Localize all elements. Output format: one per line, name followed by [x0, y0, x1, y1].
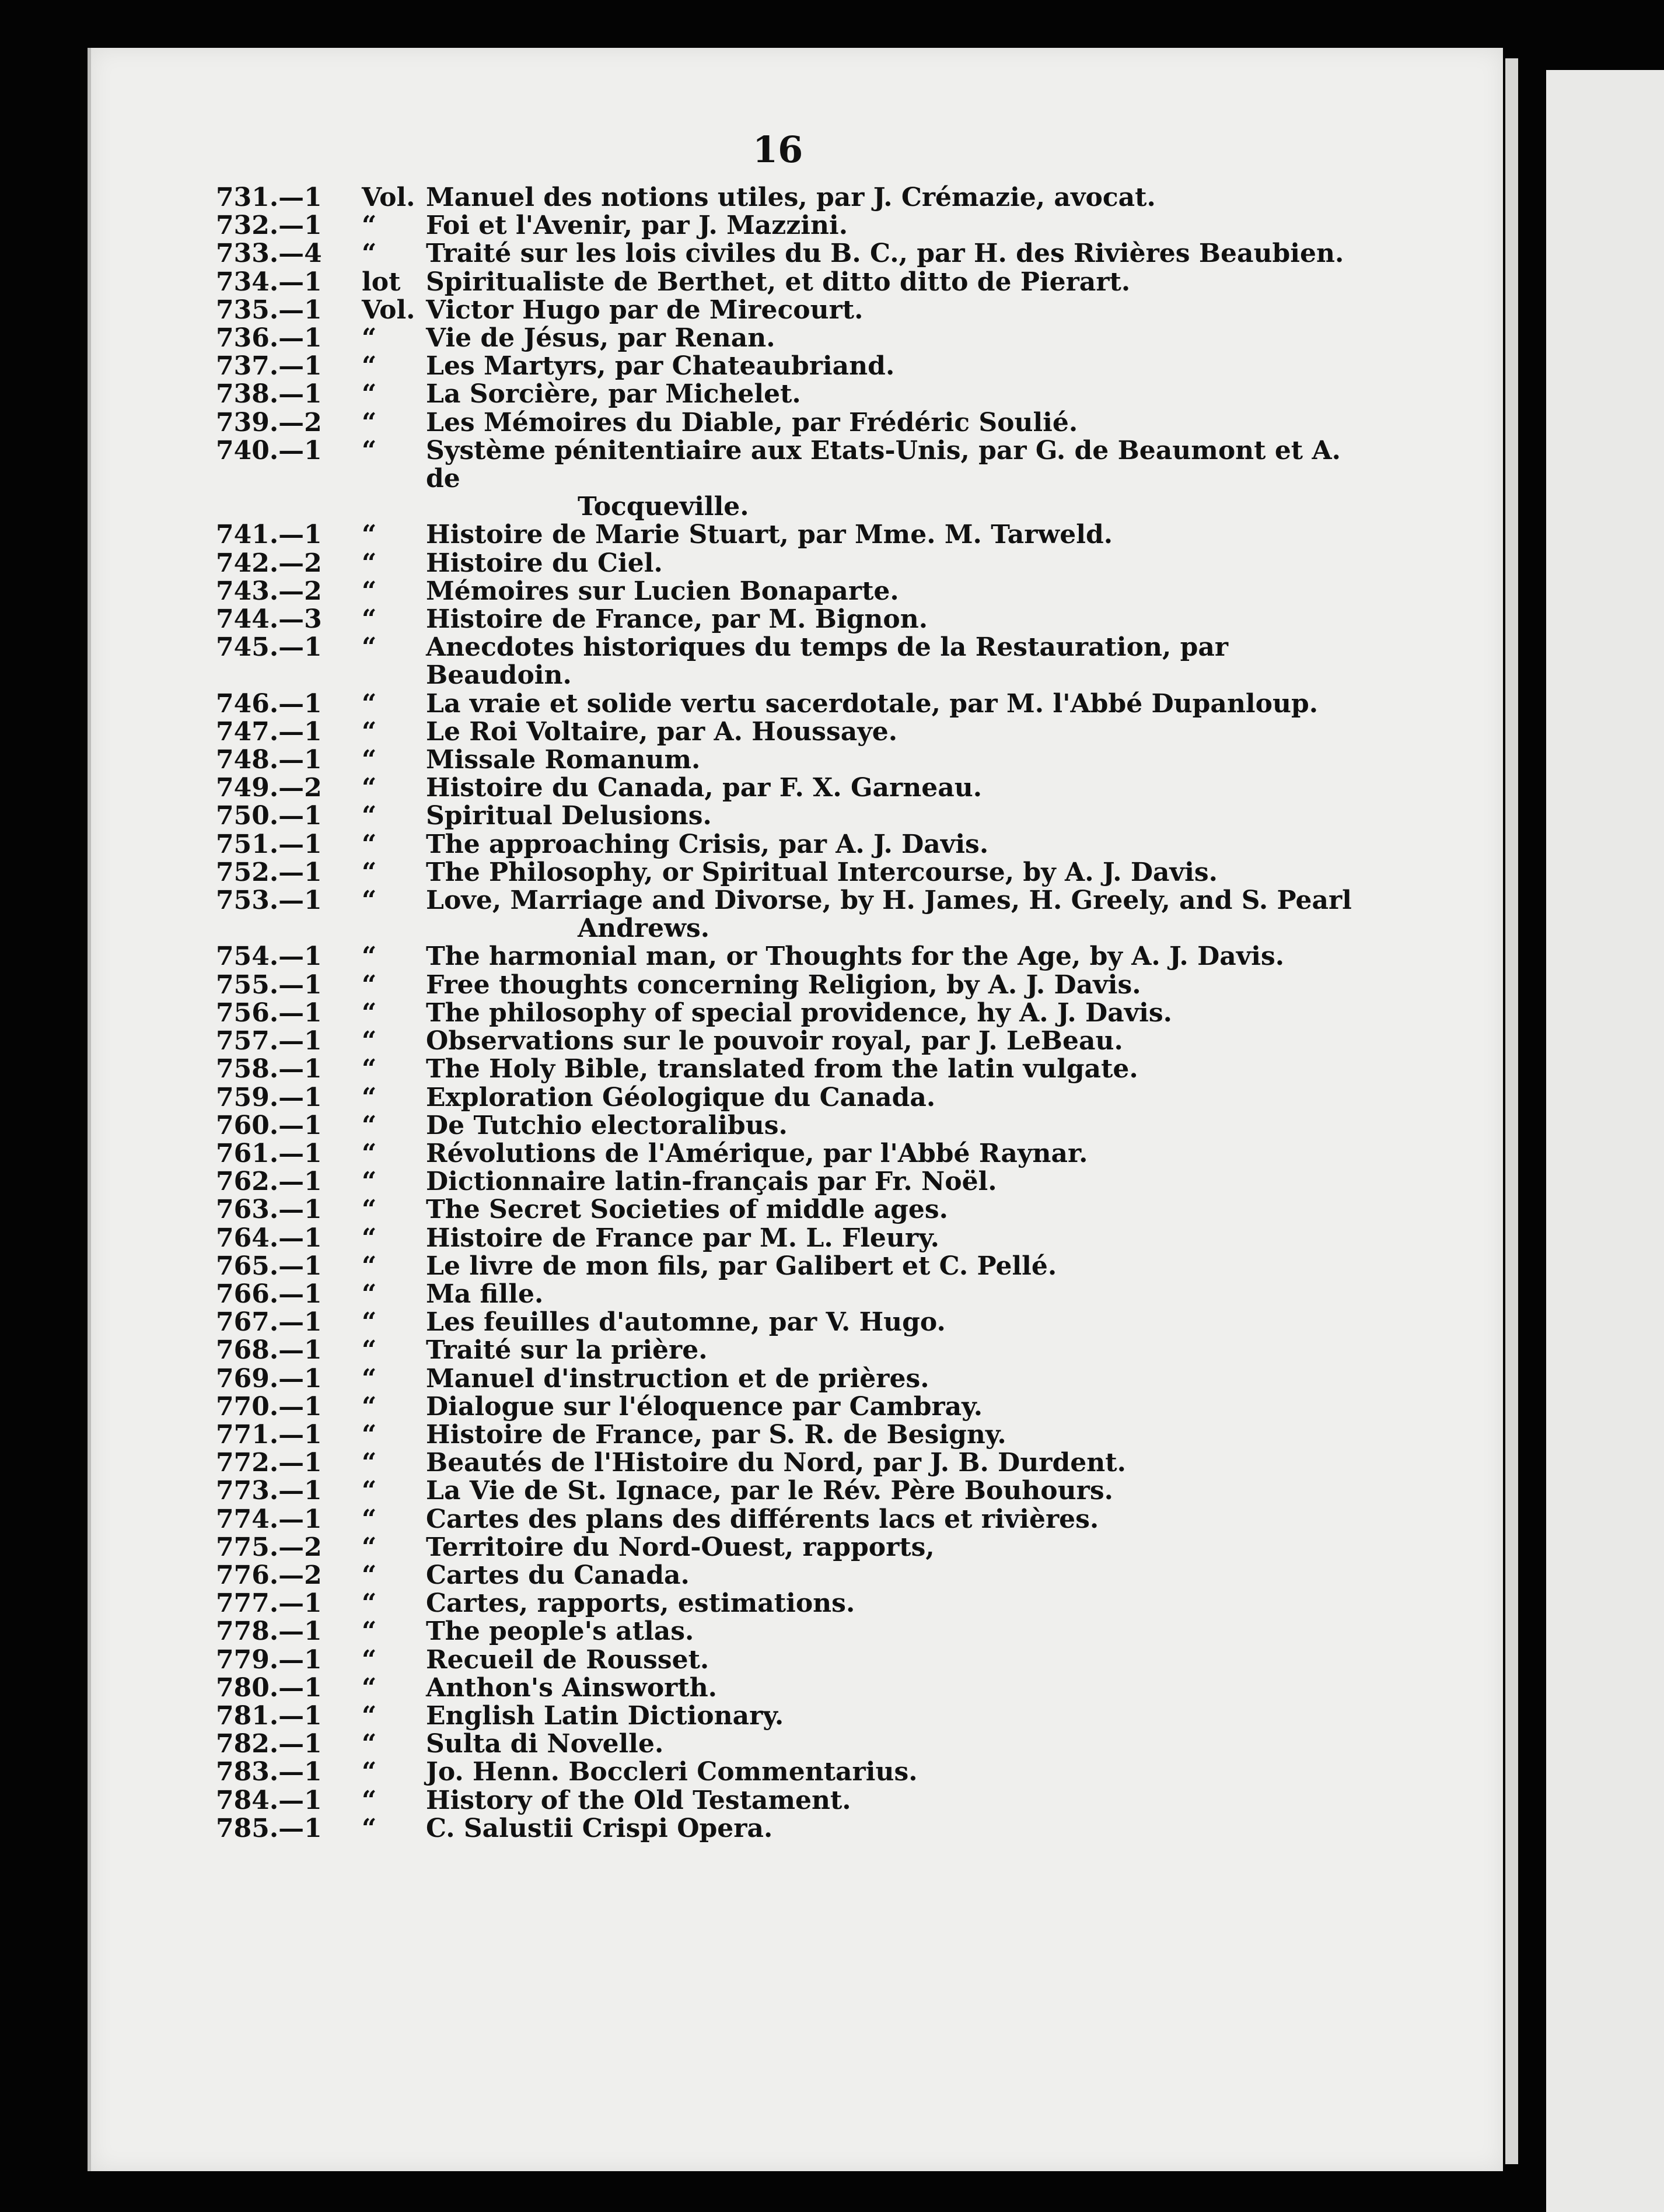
- entry-unit: Vol.: [362, 295, 415, 325]
- catalog-entry: [216, 999, 1383, 1027]
- entry-number: 747.—1: [216, 716, 322, 747]
- entry-number: 741.—1: [216, 520, 322, 550]
- entry-number: 782.—1: [216, 1729, 322, 1759]
- entry-unit: “: [362, 548, 377, 578]
- entry-number: 783.—1: [216, 1757, 322, 1787]
- entry-title: Histoire du Canada, par F. X. Garneau.: [426, 773, 983, 803]
- entry-title: Exploration Géologique du Canada.: [426, 1082, 936, 1112]
- entry-unit: “: [362, 1223, 377, 1253]
- catalog-entry: [216, 212, 1383, 240]
- entry-unit: “: [362, 379, 377, 410]
- catalog-entry: [216, 1618, 1383, 1646]
- entry-unit: “: [362, 1757, 377, 1787]
- entry-unit: “: [362, 1307, 377, 1338]
- entry-title: Les feuilles d'automne, par V. Hugo.: [426, 1307, 946, 1338]
- entry-title: Dictionnaire latin-français par Fr. Noël.: [426, 1167, 997, 1197]
- entry-number: 756.—1: [216, 998, 322, 1028]
- catalog-entry: [216, 1730, 1383, 1758]
- entry-unit: “: [362, 1560, 377, 1590]
- catalog-entry: [216, 1702, 1383, 1730]
- facing-page-edge: [1546, 70, 1664, 2212]
- page-number: 16: [753, 128, 803, 171]
- entry-number: 752.—1: [216, 857, 322, 887]
- catalog-entry: [216, 184, 1383, 212]
- entry-title: Système pénitentiaire aux Etats-Unis, par G. de Beaumont et A. de: [426, 435, 1341, 494]
- catalog-entry: [216, 802, 1383, 830]
- entry-number: 735.—1: [216, 295, 322, 325]
- catalog-entry: [216, 943, 1383, 971]
- catalog-entry: [216, 718, 1383, 746]
- entry-title: The Philosophy, or Spiritual Intercourse, by A. J. Davis.: [426, 857, 1218, 887]
- catalog-entry: [216, 1562, 1383, 1590]
- entry-unit: “: [362, 604, 377, 635]
- catalog-entry: [216, 1280, 1383, 1308]
- entry-number: 750.—1: [216, 801, 322, 831]
- entry-unit: “: [362, 1054, 377, 1084]
- catalog-entry: [216, 1815, 1383, 1843]
- entry-title: Histoire de France, par S. R. de Besigny.: [426, 1419, 1006, 1450]
- entry-title: History of the Old Testament.: [426, 1785, 851, 1815]
- catalog-entry: [216, 409, 1383, 437]
- entry-number: 774.—1: [216, 1504, 322, 1534]
- catalog-list: [216, 184, 1383, 1843]
- entry-unit: “: [362, 576, 377, 606]
- entry-unit: “: [362, 1785, 377, 1815]
- catalog-entry: [216, 1084, 1383, 1112]
- entry-number: 737.—1: [216, 351, 322, 382]
- entry-title: The approaching Crisis, par A. J. Davis.: [426, 829, 989, 859]
- entry-title: English Latin Dictionary.: [426, 1700, 784, 1731]
- entry-unit: “: [362, 998, 377, 1028]
- entry-number: 732.—1: [216, 211, 322, 241]
- catalog-entry: [216, 1646, 1383, 1674]
- entry-number: 766.—1: [216, 1279, 322, 1309]
- catalog-entry: [216, 1787, 1383, 1815]
- catalog-entry: [216, 1224, 1383, 1252]
- entry-unit: “: [362, 716, 377, 747]
- entry-number: 742.—2: [216, 548, 322, 578]
- catalog-entry: [216, 1112, 1383, 1140]
- entry-unit: “: [362, 435, 377, 466]
- entry-unit: “: [362, 632, 377, 663]
- entry-number: 748.—1: [216, 745, 322, 775]
- entry-number: 780.—1: [216, 1672, 322, 1703]
- entry-title: Beautés de l'Histoire du Nord, par J. B. Durdent.: [426, 1448, 1126, 1478]
- catalog-entry: [216, 268, 1383, 296]
- entry-title: Vie de Jésus, par Renan.: [426, 323, 775, 354]
- entry-number: 731.—1: [216, 183, 322, 212]
- entry-number: 777.—1: [216, 1588, 322, 1619]
- entry-title: Révolutions de l'Amérique, par l'Abbé Raynar.: [426, 1138, 1088, 1168]
- entry-unit: “: [362, 1504, 377, 1534]
- entry-title: The philosophy of special providence, hy A. J. Davis.: [426, 998, 1172, 1028]
- entry-title-continuation: Tocqueville.: [578, 492, 749, 522]
- entry-title: La Sorcière, par Michelet.: [426, 379, 801, 410]
- catalog-entry: [216, 1534, 1383, 1562]
- catalog-entry: [216, 550, 1383, 578]
- catalog-entry: [216, 437, 1383, 493]
- entry-number: 739.—2: [216, 407, 322, 438]
- catalog-entry: [216, 1758, 1383, 1786]
- catalog-entry: [216, 1336, 1383, 1364]
- entry-number: 784.—1: [216, 1785, 322, 1815]
- catalog-entry: [216, 578, 1383, 606]
- entry-title: Observations sur le pouvoir royal, par J. LeBeau.: [426, 1026, 1123, 1056]
- entry-unit: “: [362, 1138, 377, 1168]
- entry-number: 755.—1: [216, 970, 322, 1000]
- catalog-entry: [216, 1477, 1383, 1505]
- entry-number: 785.—1: [216, 1813, 322, 1843]
- entry-number: 768.—1: [216, 1335, 322, 1366]
- entry-number: 758.—1: [216, 1054, 322, 1084]
- entry-number: 746.—1: [216, 688, 322, 719]
- catalog-entry: [216, 296, 1383, 324]
- entry-title: Manuel des notions utiles, par J. Crémazie, avocat.: [426, 183, 1156, 212]
- entry-unit: “: [362, 688, 377, 719]
- entry-unit: “: [362, 1419, 377, 1450]
- entry-title: La vraie et solide vertu sacerdotale, par M. l'Abbé Dupanloup.: [426, 688, 1319, 719]
- entry-number: 764.—1: [216, 1223, 322, 1253]
- entry-unit: “: [362, 1110, 377, 1140]
- entry-number: 769.—1: [216, 1363, 322, 1394]
- catalog-entry: [216, 324, 1383, 352]
- entry-number: 759.—1: [216, 1082, 322, 1112]
- catalog-entry: [216, 521, 1383, 549]
- entry-number: 761.—1: [216, 1138, 322, 1168]
- catalog-entry: [216, 1140, 1383, 1168]
- entry-number: 765.—1: [216, 1251, 322, 1281]
- entry-unit: “: [362, 1588, 377, 1619]
- entry-unit: “: [362, 1448, 377, 1478]
- entry-title: Missale Romanum.: [426, 745, 701, 775]
- entry-number: 776.—2: [216, 1560, 322, 1590]
- entry-unit: “: [362, 886, 377, 916]
- entry-title: Traité sur la prière.: [426, 1335, 708, 1366]
- entry-title: Le Roi Voltaire, par A. Houssaye.: [426, 716, 898, 747]
- catalog-entry: [216, 1674, 1383, 1702]
- entry-number: 754.—1: [216, 942, 322, 972]
- entry-unit: “: [362, 829, 377, 859]
- entry-title: Free thoughts concerning Religion, by A. J. Davis.: [426, 970, 1141, 1000]
- catalog-entry: [216, 887, 1383, 915]
- catalog-entry: [216, 1196, 1383, 1224]
- catalog-entry: [216, 1308, 1383, 1336]
- entry-title: La Vie de St. Ignace, par le Rév. Père Bouhours.: [426, 1476, 1113, 1506]
- catalog-entry: [216, 240, 1383, 268]
- entry-title: The Secret Societies of middle ages.: [426, 1195, 948, 1225]
- entry-title: Histoire de France par M. L. Fleury.: [426, 1223, 939, 1253]
- entry-title: Spiritual Delusions.: [426, 801, 712, 831]
- entry-number: 736.—1: [216, 323, 322, 354]
- entry-title: Mémoires sur Lucien Bonaparte.: [426, 576, 899, 606]
- entry-unit: “: [362, 1167, 377, 1197]
- entry-number: 740.—1: [216, 435, 322, 466]
- entry-unit: “: [362, 407, 377, 438]
- catalog-entry: [216, 1055, 1383, 1083]
- catalog-entry: [216, 831, 1383, 859]
- entry-unit: “: [362, 1532, 377, 1562]
- entry-number: 762.—1: [216, 1167, 322, 1197]
- catalog-entry: [216, 1506, 1383, 1534]
- entry-unit: “: [362, 773, 377, 803]
- entry-unit: “: [362, 1335, 377, 1366]
- entry-unit: lot: [362, 267, 401, 297]
- entry-unit: “: [362, 1476, 377, 1506]
- entry-title: De Tutchio electoralibus.: [426, 1110, 788, 1140]
- entry-number: 749.—2: [216, 773, 322, 803]
- entry-unit: “: [362, 1363, 377, 1394]
- entry-number: 751.—1: [216, 829, 322, 859]
- entry-unit: “: [362, 1279, 377, 1309]
- catalog-entry: [216, 1168, 1383, 1196]
- entry-unit: “: [362, 520, 377, 550]
- catalog-entry: [216, 1393, 1383, 1421]
- entry-title: Histoire de Marie Stuart, par Mme. M. Tarweld.: [426, 520, 1113, 550]
- page-edge: [1505, 58, 1518, 2164]
- entry-number: 753.—1: [216, 886, 322, 916]
- entry-unit: “: [362, 1813, 377, 1843]
- entry-title: Traité sur les lois civiles du B. C., par H. des Rivières Beaubien.: [426, 239, 1344, 269]
- entry-number: 771.—1: [216, 1419, 322, 1450]
- entry-title: Territoire du Nord-Ouest, rapports,: [426, 1532, 935, 1562]
- entry-number: 772.—1: [216, 1448, 322, 1478]
- entry-title: Cartes du Canada.: [426, 1560, 690, 1590]
- entry-number: 757.—1: [216, 1026, 322, 1056]
- entry-title: Le livre de mon fils, par Galibert et C. Pellé.: [426, 1251, 1057, 1281]
- catalog-entry: [216, 352, 1383, 380]
- entry-title: Victor Hugo par de Mirecourt.: [426, 295, 864, 325]
- entry-unit: “: [362, 351, 377, 382]
- entry-title: Histoire du Ciel.: [426, 548, 663, 578]
- entry-unit: Vol.: [362, 183, 415, 212]
- entry-unit: “: [362, 1195, 377, 1225]
- entry-title: Les Martyrs, par Chateaubriand.: [426, 351, 895, 382]
- entry-unit: “: [362, 1391, 377, 1422]
- entry-title: Dialogue sur l'éloquence par Cambray.: [426, 1391, 983, 1422]
- entry-title: Anecdotes historiques du temps de la Restauration, par Beaudoin.: [426, 632, 1229, 691]
- catalog-entry: [216, 690, 1383, 718]
- entry-unit: “: [362, 801, 377, 831]
- entry-number: 763.—1: [216, 1195, 322, 1225]
- entry-title: Manuel d'instruction et de prières.: [426, 1363, 929, 1394]
- catalog-entry: [216, 774, 1383, 802]
- entry-unit: “: [362, 942, 377, 972]
- catalog-entry: [216, 746, 1383, 774]
- entry-unit: “: [362, 857, 377, 887]
- entry-unit: “: [362, 323, 377, 354]
- catalog-entry: [216, 1027, 1383, 1055]
- entry-number: 767.—1: [216, 1307, 322, 1338]
- catalog-entry: [216, 971, 1383, 999]
- entry-number: 770.—1: [216, 1391, 322, 1422]
- entry-unit: “: [362, 1026, 377, 1056]
- entry-number: 760.—1: [216, 1110, 322, 1140]
- catalog-entry: [216, 634, 1383, 690]
- entry-title: Cartes, rapports, estimations.: [426, 1588, 855, 1619]
- catalog-entry: [216, 859, 1383, 887]
- entry-unit: “: [362, 1251, 377, 1281]
- entry-unit: “: [362, 1644, 377, 1675]
- entry-unit: “: [362, 239, 377, 269]
- entry-unit: “: [362, 1082, 377, 1112]
- entry-title: Love, Marriage and Divorse, by H. James, H. Greely, and S. Pearl: [426, 886, 1352, 916]
- entry-number: 781.—1: [216, 1700, 322, 1731]
- entry-title: The harmonial man, or Thoughts for the Age, by A. J. Davis.: [426, 942, 1285, 972]
- entry-title-continuation: Andrews.: [578, 914, 710, 944]
- entry-number: 778.—1: [216, 1616, 322, 1647]
- entry-unit: “: [362, 1729, 377, 1759]
- entry-title: The Holy Bible, translated from the latin vulgate.: [426, 1054, 1138, 1084]
- catalog-entry: [216, 380, 1383, 408]
- catalog-entry: [216, 1449, 1383, 1477]
- entry-title: Foi et l'Avenir, par J. Mazzini.: [426, 211, 848, 241]
- catalog-entry: [216, 1252, 1383, 1280]
- entry-number: 734.—1: [216, 267, 322, 297]
- catalog-entry: [216, 1590, 1383, 1618]
- entry-unit: “: [362, 745, 377, 775]
- entry-title: C. Salustii Crispi Opera.: [426, 1813, 773, 1843]
- catalog-entry: [216, 1365, 1383, 1393]
- entry-number: 745.—1: [216, 632, 322, 663]
- entry-title: Sulta di Novelle.: [426, 1729, 664, 1759]
- entry-title: Jo. Henn. Boccleri Commentarius.: [426, 1757, 918, 1787]
- entry-title: Anthon's Ainsworth.: [426, 1672, 717, 1703]
- entry-number: 733.—4: [216, 239, 322, 269]
- entry-title: Recueil de Rousset.: [426, 1644, 709, 1675]
- entry-unit: “: [362, 211, 377, 241]
- catalog-entry: [216, 606, 1383, 634]
- entry-number: 744.—3: [216, 604, 322, 635]
- entry-title: Histoire de France, par M. Bignon.: [426, 604, 928, 635]
- entry-number: 775.—2: [216, 1532, 322, 1562]
- entry-number: 738.—1: [216, 379, 322, 410]
- entry-number: 779.—1: [216, 1644, 322, 1675]
- entry-unit: “: [362, 1700, 377, 1731]
- entry-unit: “: [362, 1616, 377, 1647]
- entry-number: 773.—1: [216, 1476, 322, 1506]
- catalog-entry: [216, 1421, 1383, 1449]
- entry-title: The people's atlas.: [426, 1616, 694, 1647]
- entry-title: Spiritualiste de Berthet, et ditto ditto de Pierart.: [426, 267, 1131, 297]
- entry-unit: “: [362, 970, 377, 1000]
- entry-title: Cartes des plans des différents lacs et rivières.: [426, 1504, 1099, 1534]
- entry-unit: “: [362, 1672, 377, 1703]
- entry-number: 743.—2: [216, 576, 322, 606]
- entry-title: Les Mémoires du Diable, par Frédéric Soulié.: [426, 407, 1078, 438]
- entry-title: Ma fille.: [426, 1279, 544, 1309]
